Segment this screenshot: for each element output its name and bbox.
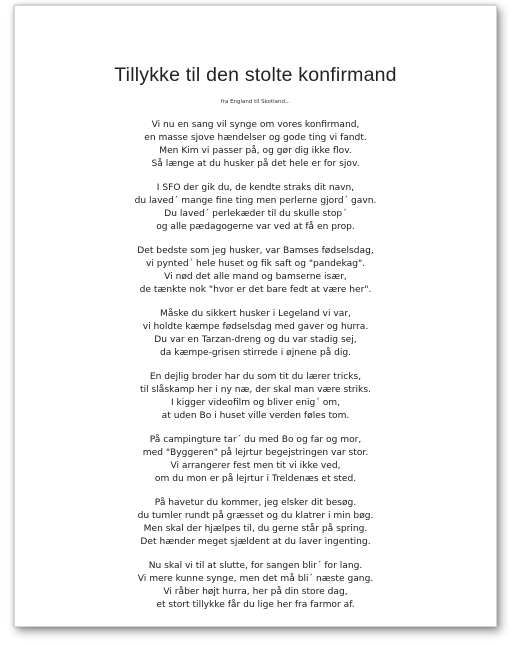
stanza bbox=[15, 119, 496, 171]
poem-line: om du mon er på lejrtur i Treldenæs et sted. bbox=[154, 474, 357, 485]
poem-line: Så længe at du husker på det hele er for sjov. bbox=[151, 159, 360, 170]
poem-line: en masse sjove hændelser og gode ting vi fandt. bbox=[144, 133, 367, 144]
poem-line: og alle pædagogerne var ved at få en prop. bbox=[156, 222, 355, 233]
poem-line: Vi arrangerer fest men tit vi ikke ved, bbox=[170, 461, 341, 472]
stanza bbox=[15, 245, 496, 297]
poem-line: Det hænder meget sjældent at du laver ingenting. bbox=[140, 537, 371, 548]
stanza bbox=[15, 497, 496, 549]
page-subtitle: fra England til Skotland... bbox=[220, 99, 291, 105]
poem-line: Men skal der hjælpes til, du gerne står på spring. bbox=[143, 524, 368, 534]
stanza bbox=[15, 560, 496, 612]
poem-line: På campingture tar´ du med Bo og far og mor, bbox=[149, 434, 362, 445]
poem-body bbox=[15, 119, 496, 623]
stanza bbox=[15, 434, 496, 486]
poem-line: vi pynted´ hele huset og fik saft og "pandekag". bbox=[145, 259, 366, 270]
poem-line: Vi nu en sang vil synge om vores konfirmand, bbox=[151, 120, 360, 130]
poem-line: I SFO der gik du, de kendte straks dit navn, bbox=[156, 182, 355, 193]
poem-line: til slåskamp her i ny næ, der skal man være striks. bbox=[140, 384, 371, 395]
poem-line: de tænkte nok "hvor er det bare fedt at være her". bbox=[139, 285, 372, 296]
stanza bbox=[15, 371, 496, 423]
poem-line: Vi mere kunne synge, men det må bli´ næste gang. bbox=[137, 573, 374, 584]
poem-line: Du var en Tarzan-dreng og du var stadig sej, bbox=[154, 335, 357, 346]
stanza bbox=[15, 182, 496, 234]
poem-line: da kæmpe-grisen stirrede i øjnene på dig. bbox=[159, 348, 352, 359]
poem-line: at uden Bo i huset ville verden føles tom. bbox=[161, 411, 350, 422]
poem-line: Men Kim vi passer på, og gør dig ikke flov. bbox=[159, 146, 352, 157]
poem-line: Nu skal vi til at slutte, for sangen blir´ for lang. bbox=[148, 560, 363, 571]
poem-line: et stort tillykke får du lige her fra farmor af. bbox=[156, 600, 355, 611]
poem-line: Det bedste som jeg husker, var Bamses fødselsdag, bbox=[137, 245, 374, 256]
poem-line: Vi nød det alle mand og bamserne især, bbox=[164, 272, 347, 283]
poem-line: I kigger videofilm og bliver enig´ om, bbox=[170, 398, 341, 409]
page-title: Tillykke til den stolte konfirmand bbox=[114, 64, 397, 86]
poem-line: vi holdte kæmpe fødselsdag med gaver og hurra. bbox=[142, 322, 369, 332]
poem-line: med "Byggeren" på lejrtur begejstringen var stor. bbox=[142, 447, 369, 458]
poem-line: du tumler rundt på græsset og du klatrer i min bøg. bbox=[137, 510, 374, 521]
poem-line: Vi råber højt hurra, her på din store dag, bbox=[163, 586, 348, 597]
poem-line: Måske du sikkert husker i Legeland vi var, bbox=[160, 308, 351, 319]
poem-line: En dejlig broder har du som tit du lærer tricks, bbox=[149, 371, 362, 382]
poem-line: På havetur du kommer, jeg elsker dit besøg. bbox=[154, 497, 357, 508]
poem-line: du laved´ mange fine ting men perlerne gjord´ gavn. bbox=[134, 196, 377, 207]
document-page bbox=[14, 5, 497, 627]
poem-line: Du laved´ perlekæder til du skulle stop´ bbox=[164, 209, 347, 220]
stanza bbox=[15, 308, 496, 360]
